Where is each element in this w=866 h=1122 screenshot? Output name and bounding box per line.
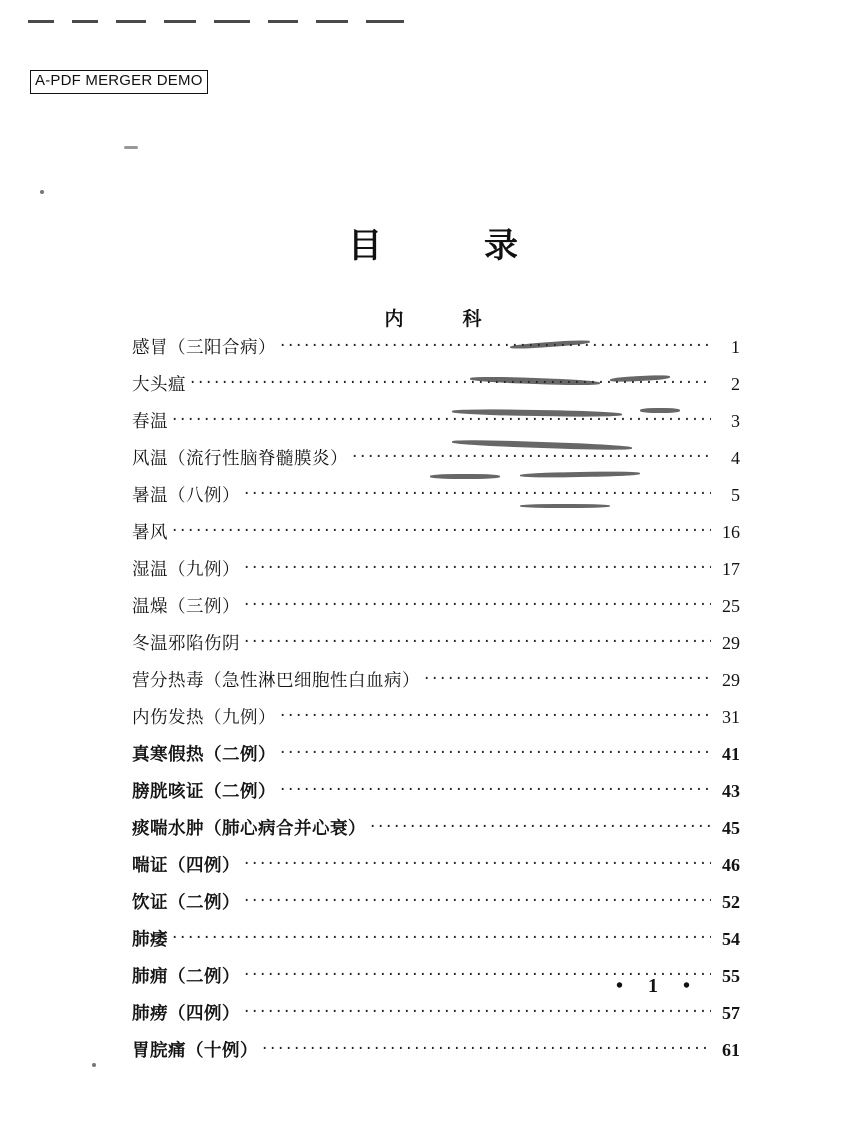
toc-entry[interactable] [132,1000,740,1037]
toc-entry[interactable] [132,556,740,593]
toc-leader-dots [244,484,711,502]
toc-entry-page: 25 [722,596,740,616]
toc-entry[interactable] [132,630,740,667]
toc-entry-page: 3 [731,411,740,431]
toc-entry-page: 16 [722,522,740,542]
toc-entry-label: 春温 [132,412,168,432]
toc-leader-dots [244,632,711,650]
toc-entry-page: 52 [722,892,740,912]
toc-entry-label: 痰喘水肿（肺心病合并心衰） [132,819,366,839]
table-of-contents [132,334,740,1074]
toc-entry-page: 43 [722,781,740,801]
toc-entry-label: 湿温（九例） [132,560,240,580]
toc-leader-dots [244,891,711,909]
toc-entry-page: 31 [722,707,740,727]
toc-entry[interactable] [132,889,740,926]
page-title: 目 录 [348,226,552,266]
toc-entry[interactable] [132,334,740,371]
toc-entry[interactable] [132,1037,740,1074]
toc-entry-page: 57 [722,1003,740,1023]
toc-entry-page: 61 [722,1040,740,1060]
section-heading: 内 科 [384,308,502,330]
toc-entry-page: 1 [731,337,740,357]
toc-entry[interactable] [132,482,740,519]
scan-smudge [640,408,680,413]
toc-leader-dots [370,817,711,835]
toc-entry-page: 17 [722,559,740,579]
toc-leader-dots [172,928,711,946]
toc-entry-label: 肺痿 [132,930,168,950]
toc-entry[interactable] [132,926,740,963]
toc-entry-label: 内伤发热（九例） [132,708,276,728]
page-number-folio: • 1 • [615,975,700,997]
toc-entry-page: 54 [722,929,740,949]
toc-leader-dots [172,521,711,539]
toc-entry-label: 暑风 [132,523,168,543]
toc-leader-dots [280,780,711,798]
toc-entry-label: 感冒（三阳合病） [132,338,276,358]
toc-entry-page: 55 [722,966,740,986]
toc-entry-page: 29 [722,670,740,690]
scan-smudge [430,474,500,479]
toc-entry-label: 饮证（二例） [132,893,240,913]
toc-entry[interactable] [132,852,740,889]
toc-entry[interactable] [132,704,740,741]
toc-entry-label: 膀胱咳证（二例） [132,782,276,802]
toc-entry-label: 温燥（三例） [132,597,240,617]
toc-entry[interactable] [132,815,740,852]
toc-entry-label: 暑温（八例） [132,486,240,506]
toc-leader-dots [352,447,711,465]
toc-entry-page: 41 [722,744,740,764]
toc-entry-label: 喘证（四例） [132,856,240,876]
toc-entry[interactable] [132,408,740,445]
toc-entry[interactable] [132,593,740,630]
toc-entry-page: 29 [722,633,740,653]
toc-leader-dots [280,743,711,761]
toc-entry-label: 营分热毒（急性淋巴细胞性白血病） [132,671,420,691]
toc-entry-label: 真寒假热（二例） [132,745,276,765]
toc-entry-label: 胃脘痛（十例） [132,1041,258,1061]
toc-entry-page: 2 [731,374,740,394]
toc-leader-dots [280,706,711,724]
toc-entry-page: 46 [722,855,740,875]
toc-leader-dots [172,410,711,428]
toc-entry-page: 5 [731,485,740,505]
toc-entry[interactable] [132,741,740,778]
toc-leader-dots [244,1002,711,1020]
demo-watermark-badge: A-PDF MERGER DEMO [30,70,208,94]
toc-leader-dots [262,1039,711,1057]
toc-leader-dots [280,336,711,354]
toc-entry[interactable] [132,519,740,556]
toc-leader-dots [244,595,711,613]
toc-entry-label: 冬温邪陷伤阴 [132,634,240,654]
toc-entry[interactable] [132,778,740,815]
toc-entry-page: 45 [722,818,740,838]
scan-smudge [520,504,610,508]
toc-entry-label: 肺痈（二例） [132,967,240,987]
toc-leader-dots [244,854,711,872]
toc-entry-label: 大头瘟 [132,375,186,395]
toc-entry[interactable] [132,667,740,704]
toc-leader-dots [424,669,711,687]
toc-entry-label: 肺痨（四例） [132,1004,240,1024]
toc-entry-label: 风温（流行性脑脊髓膜炎） [132,449,348,469]
toc-leader-dots [244,558,711,576]
toc-entry-page: 4 [731,448,740,468]
